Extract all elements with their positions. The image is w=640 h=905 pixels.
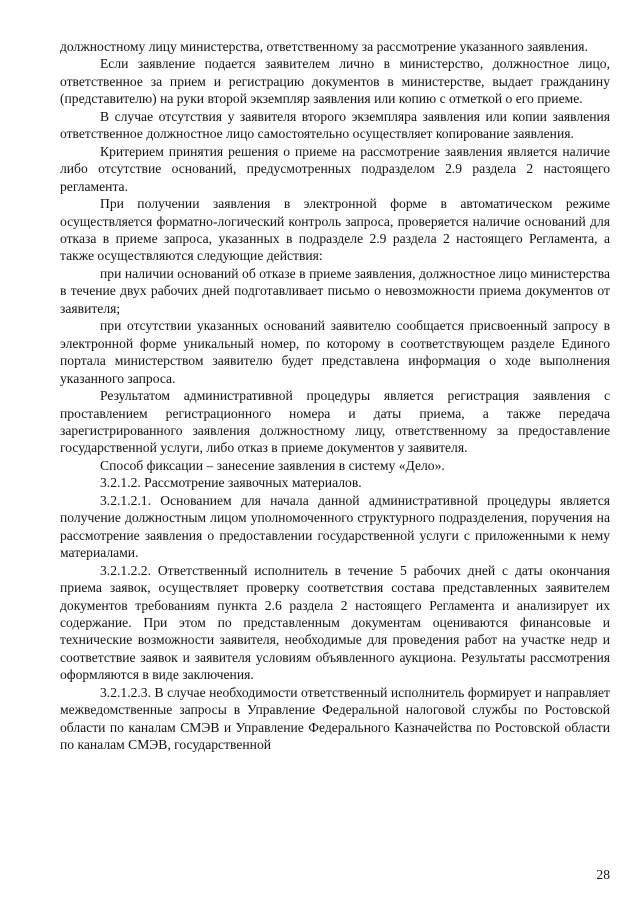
paragraph: Способ фиксации – занесение заявления в систему «Дело». [100, 457, 445, 473]
paragraph: Результатом административной процедуры является регистрация заявления с проставлением регистрационного номера и даты приема, а также передача зарегистрированного заявления должностному лицу, ответственному за предоставление государственной услуги, либо отказ в приеме документов у заявителя. [60, 388, 610, 456]
paragraph: 3.2.1.2.1. Основанием для начала данной административной процедуры является получение должностным лицом уполномоченного структурного подразделения, поручения на рассмотрение заявления о предоставлении государственной услуги с приложенными к нему материалами. [60, 492, 610, 561]
paragraph: при отсутствии указанных оснований заявителю сообщается присвоенный запросу в электронной форме уникальный номер, по которому в соответствующем разделе Единого портала министерством заявителю будет представлена информация о ходе выполнения указанного запроса. [60, 318, 610, 386]
paragraph: при наличии оснований об отказе в приеме заявления, должностное лицо министерства в течение двух рабочих дней подготавливает письмо о невозможности приема документов от заявителя; [60, 265, 610, 316]
page-number: 28 [596, 867, 610, 882]
paragraph: При получении заявления в электронной форме в автоматическом режиме осуществляется форматно-логический контроль запроса, проверяется наличие оснований для отказа в приеме запроса, указанных в подразделе 2.9 раздела 2 настоящего Регламента, а также осуществляются следующие действия: [60, 196, 610, 264]
paragraph: 3.2.1.2.2. Ответственный исполнитель в течение 5 рабочих дней с даты окончания приема заявок, осуществляет проверку соответствия состава представленных заявителем документов требованиям пункта 2.6 раздела 2 настоящего Регламента и анализирует их содержание. При этом по представленным документам оцениваются финансовые и технические возможности заявителя, необходимые для проведения работ на участке недр и соответствие заявок и заявителя условиям объявленного аукциона. Результаты рассмотрения оформляются в виде заключения. [60, 562, 610, 683]
paragraph: Критерием принятия решения о приеме на рассмотрение заявления является наличие либо отсутствие оснований, предусмотренных подразделом 2.9 раздела 2 настоящего регламента. [60, 143, 610, 194]
paragraph-continuation: должностному лицу министерства, ответственному за рассмотрение указанного заявления. [60, 39, 588, 54]
paragraph: 3.2.1.2.3. В случае необходимости ответственный исполнитель формирует и направляет межведомственные запросы в Управление Федеральной налоговой службы по Ростовской области по каналам СМЭВ и Управление Федерального Казначейства по Ростовской области по каналам СМЭВ, государственной [60, 684, 610, 753]
section-heading: 3.2.1.2. Рассмотрение заявочных материалов. [100, 475, 362, 491]
paragraph: В случае отсутствия у заявителя второго экземпляра заявления или копии заявления ответственное должностное лицо самостоятельно осуществляет копирование заявления. [60, 108, 610, 142]
paragraph: Если заявление подается заявителем лично в министерство, должностное лицо, ответственное за прием и регистрацию документов в министерстве, выдает гражданину (представителю) на руки второй экземпляр заявления или копию с отметкой о его приеме. [60, 56, 610, 107]
